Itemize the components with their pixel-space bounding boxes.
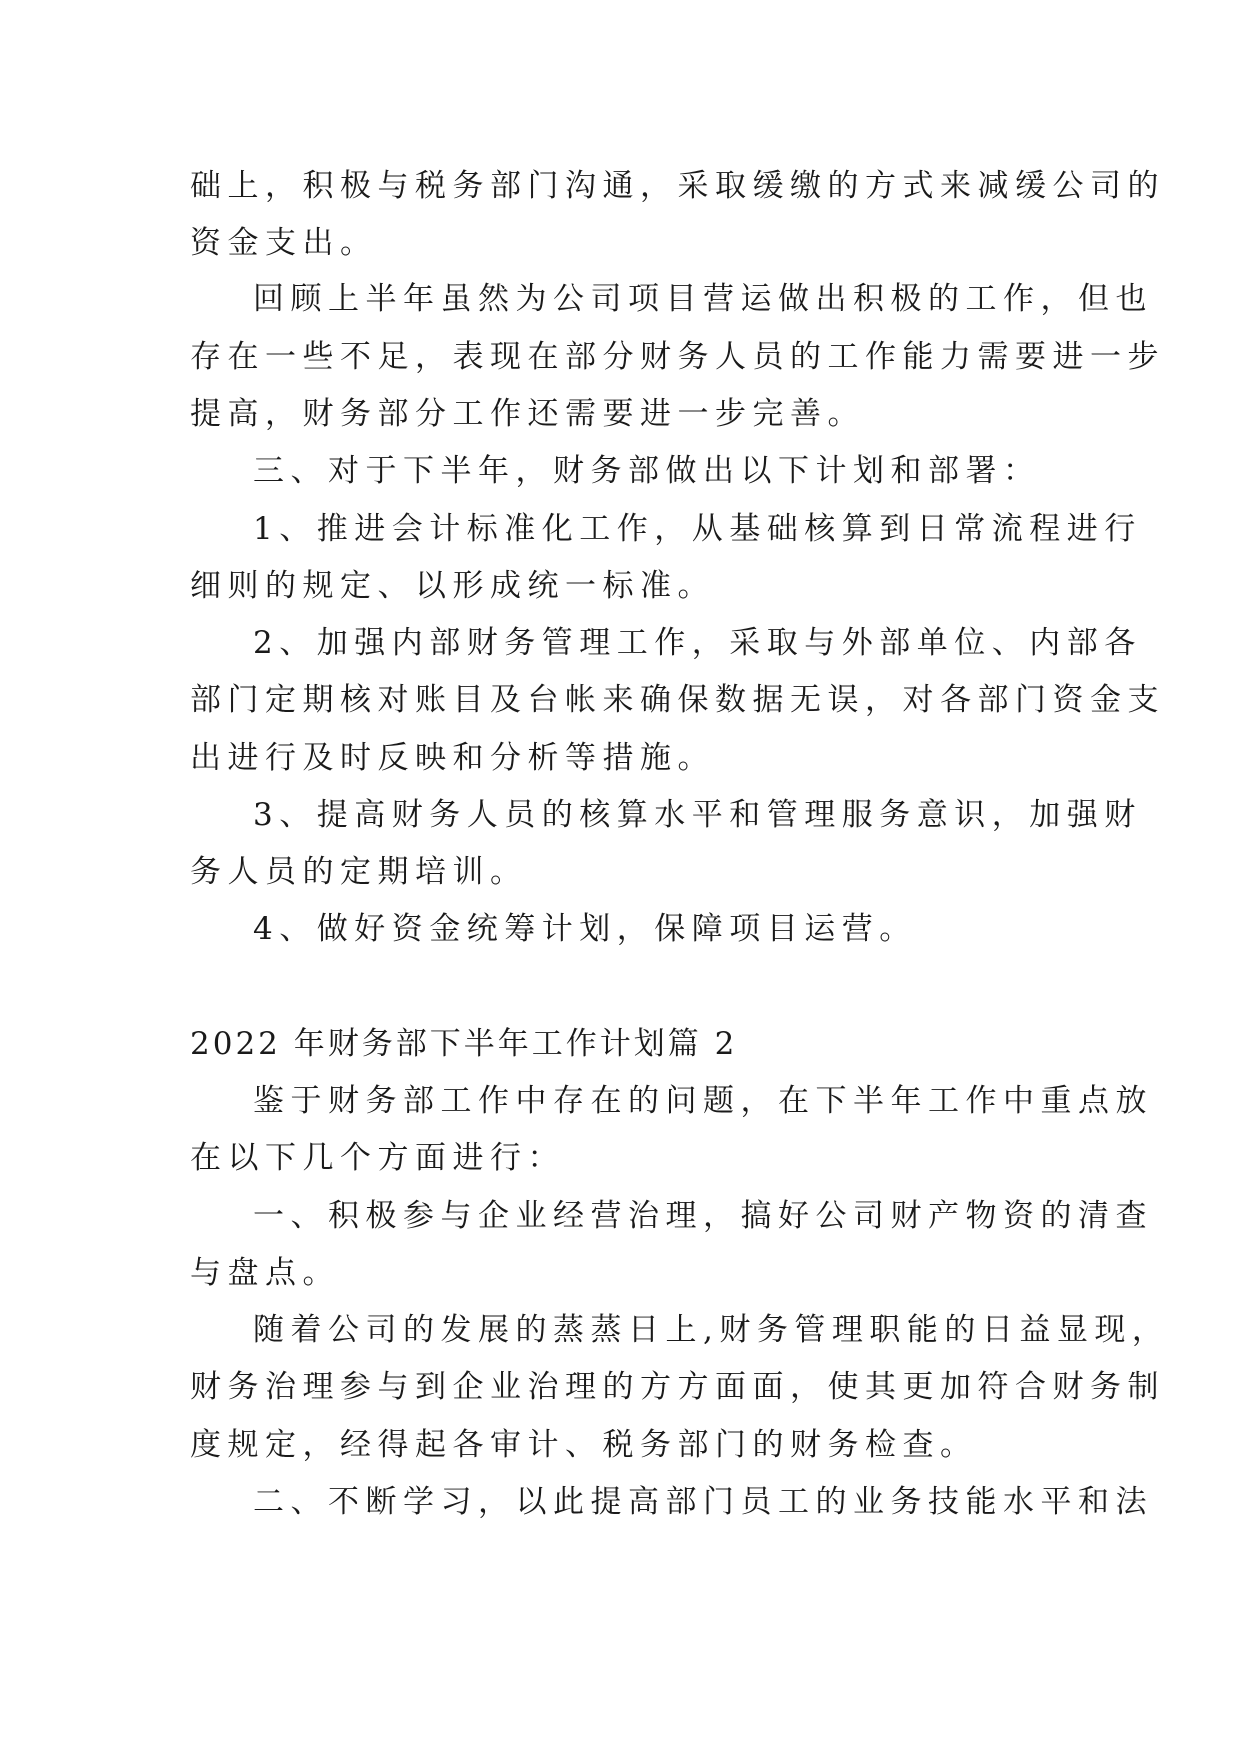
body-text-line: 在以下几个方面进行： [190, 1140, 565, 1176]
body-text-line: 度规定，经得起各审计、税务部门的财务检查。 [190, 1427, 978, 1463]
section-heading-one: 一、积极参与企业经营治理，搞好公司财产物资的清查 [253, 1198, 1153, 1234]
section-heading-three: 三、对于下半年，财务部做出以下计划和部署： [253, 453, 1041, 489]
body-text-line: 财务治理参与到企业治理的方方面面，使其更加符合财务制 [190, 1369, 1165, 1405]
body-text-line: 细则的规定、以形成统一标准。 [190, 568, 715, 604]
list-item-1: 1、推进会计标准化工作，从基础核算到日常流程进行 [253, 511, 1142, 547]
list-item-3: 3、提高财务人员的核算水平和管理服务意识，加强财 [253, 797, 1142, 833]
list-item-2: 2、加强内部财务管理工作，采取与外部单位、内部各 [253, 625, 1142, 661]
body-text-line: 存在一些不足，表现在部分财务人员的工作能力需要进一步 [190, 339, 1165, 375]
section-heading-two: 二、不断学习，以此提高部门员工的业务技能水平和法 [253, 1484, 1153, 1520]
body-text-line: 资金支出。 [190, 225, 378, 261]
body-text-line: 部门定期核对账目及台帐来确保数据无误，对各部门资金支 [190, 682, 1165, 718]
body-text-line: 出进行及时反映和分析等措施。 [190, 740, 715, 776]
paragraph-first-line: 回顾上半年虽然为公司项目营运做出积极的工作，但也 [253, 281, 1153, 317]
body-text-line: 提高，财务部分工作还需要进一步完善。 [190, 396, 865, 432]
paragraph-first-line: 随着公司的发展的蒸蒸日上,财务管理职能的日益显现， [253, 1312, 1170, 1348]
body-text-line: 与盘点。 [190, 1255, 340, 1291]
body-text-line: 础上，积极与税务部门沟通，采取缓缴的方式来减缓公司的 [190, 168, 1165, 204]
document-title: 2022 年财务部下半年工作计划篇 2 [190, 1026, 738, 1062]
list-item-4: 4、做好资金统筹计划，保障项目运营。 [253, 911, 917, 947]
body-text-line: 务人员的定期培训。 [190, 854, 528, 890]
paragraph-first-line: 鉴于财务部工作中存在的问题，在下半年工作中重点放 [253, 1083, 1153, 1119]
